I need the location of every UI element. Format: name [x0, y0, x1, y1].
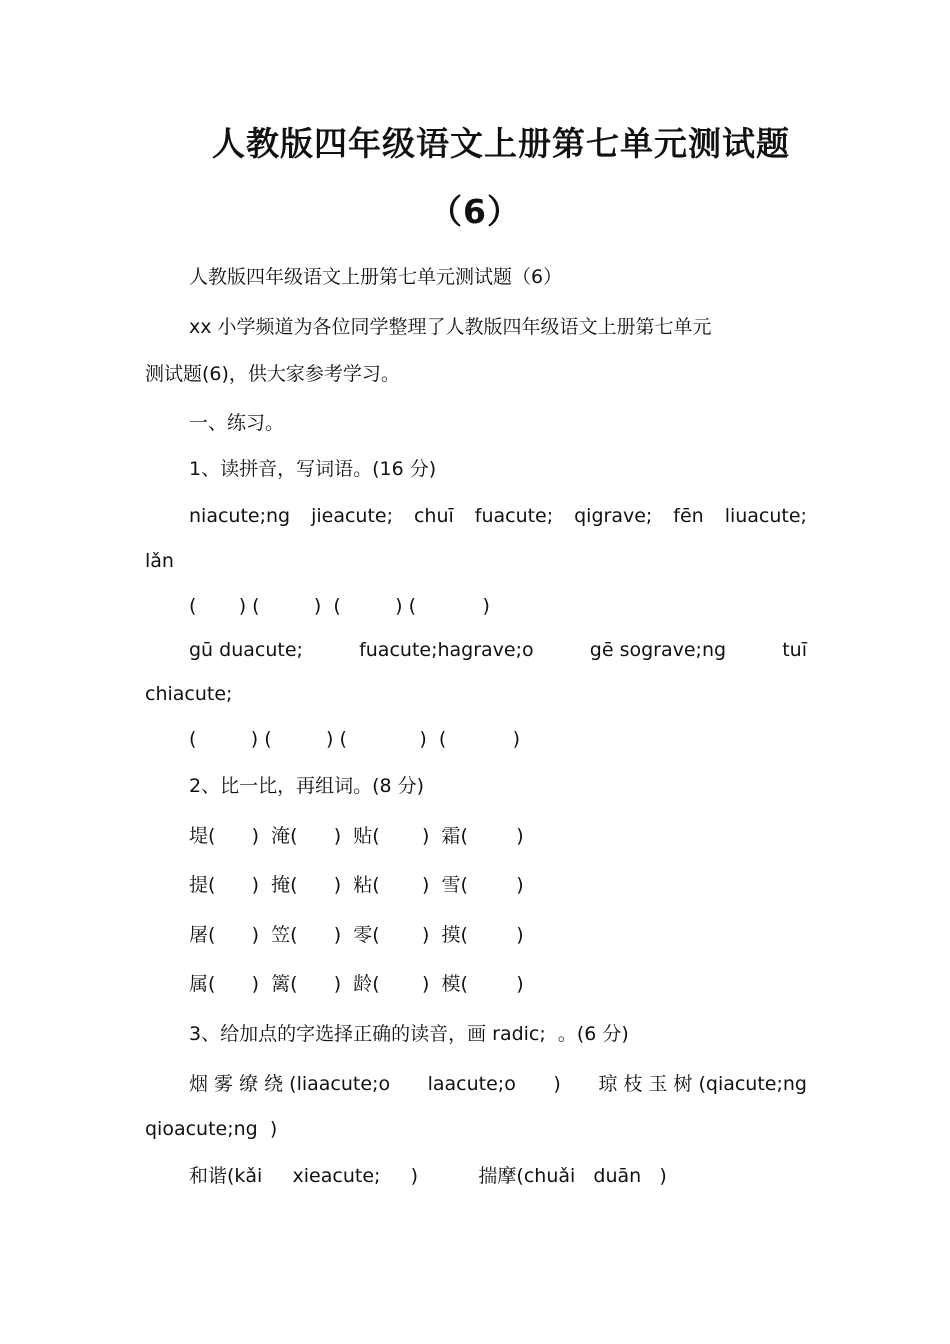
- pinyin-item: qigrave;: [574, 505, 653, 527]
- intro-heading: 人教版四年级语文上册第七单元测试题（6）: [189, 266, 563, 288]
- q2-row: 堤( ) 淹( ) 贴( ) 霜( ): [189, 825, 524, 847]
- q3-row1: [189, 1070, 807, 1098]
- q3-item: ): [553, 1073, 561, 1095]
- q3-row1-wrap: qioacute;ng ): [145, 1118, 278, 1140]
- q1-pinyin-row1-wrap: lǎn: [145, 550, 174, 572]
- q1-pinyin-row2: [189, 636, 807, 664]
- document-title-line2: （6）: [429, 192, 521, 231]
- q1-pinyin-row2-wrap: chiacute;: [145, 683, 233, 705]
- q2-row: 提( ) 掩( ) 粘( ) 雪( ): [189, 874, 524, 896]
- section1-heading: 一、练习。: [189, 412, 285, 434]
- document-title-line1: 人教版四年级语文上册第七单元测试题: [212, 124, 790, 163]
- pinyin-item: chuī: [413, 505, 454, 527]
- q1-pinyin-row1: [189, 502, 807, 530]
- q1-blanks-row2: ( ) ( ) ( ) ( ): [189, 728, 521, 750]
- pinyin-item: liuacute;: [724, 505, 807, 527]
- pinyin-item: fuacute;hagrave;o: [359, 639, 534, 661]
- pinyin-item: fēn: [673, 505, 704, 527]
- pinyin-item: gū duacute;: [189, 639, 303, 661]
- pinyin-item: gē sograve;ng: [589, 639, 727, 661]
- q3-item: laacute;o: [427, 1073, 516, 1095]
- q2-label: 2、比一比，再组词。(8 分): [189, 775, 425, 797]
- q2-row: 屠( ) 笠( ) 零( ) 摸( ): [189, 924, 524, 946]
- q1-blanks-row1: ( ) ( ) ( ) ( ): [189, 595, 490, 617]
- q1-label: 1、读拼音，写词语。(16 分): [189, 458, 437, 480]
- q3-label: 3、给加点的字选择正确的读音，画 radic; 。(6 分): [189, 1023, 629, 1045]
- intro-paragraph-line1: xx 小学频道为各位同学整理了人教版四年级语文上册第七单元: [189, 316, 712, 338]
- pinyin-item: niacute;ng: [189, 505, 291, 527]
- pinyin-item: tuī: [782, 639, 807, 661]
- pinyin-item: fuacute;: [474, 505, 554, 527]
- q2-row: 属( ) 篱( ) 龄( ) 模( ): [189, 973, 524, 995]
- q3-row2: 和谐(kǎi xieacute; ) 揣摩(chuǎi duān ): [189, 1165, 667, 1187]
- intro-paragraph-line2: 测试题(6)，供大家参考学习。: [145, 363, 400, 385]
- q3-item: 琼 枝 玉 树 (qiacute;ng: [598, 1073, 807, 1095]
- q3-item: 烟 雾 缭 绕 (liaacute;o: [189, 1073, 391, 1095]
- pinyin-item: jieacute;: [311, 505, 393, 527]
